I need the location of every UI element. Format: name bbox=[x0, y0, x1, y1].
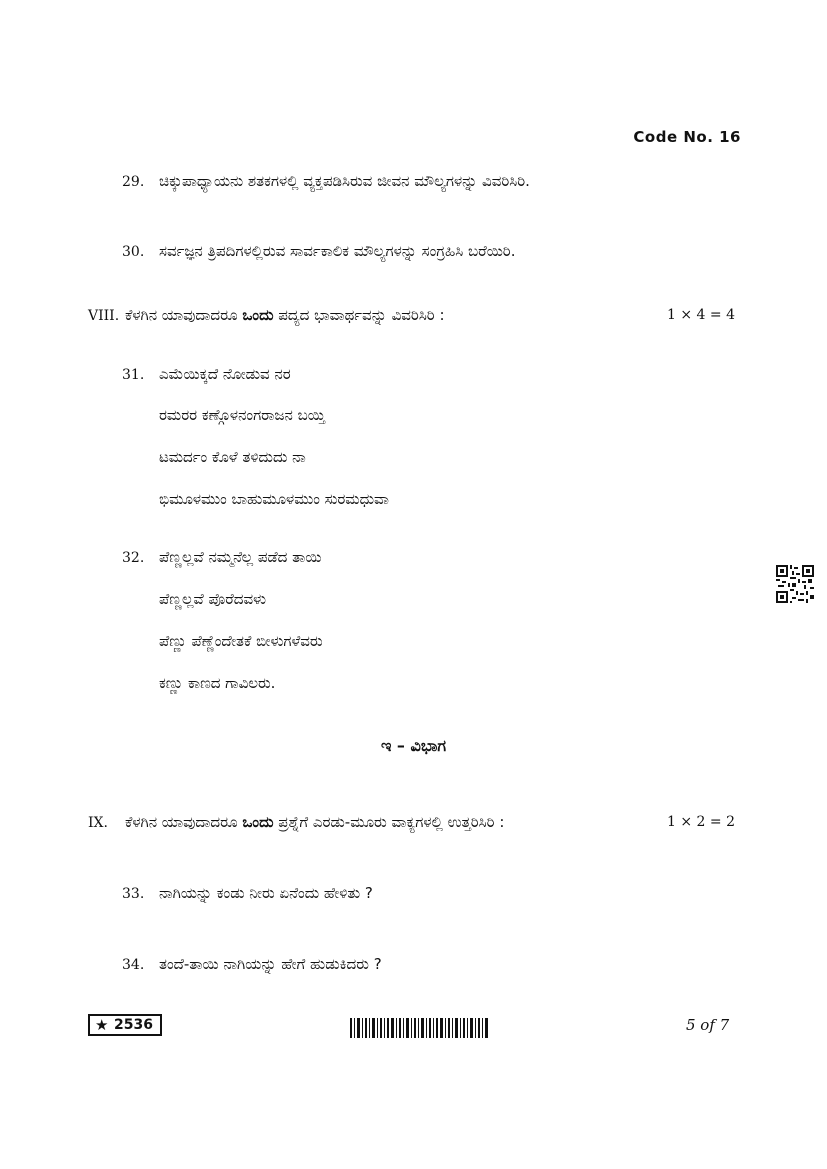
paper-code-box bbox=[88, 1014, 162, 1036]
question-number: 32. bbox=[122, 550, 145, 566]
question-30 bbox=[122, 242, 516, 260]
poem-line: ರಮರರ ಕಣ್ಗೊಳನಂಗರಾಜನ ಬಯ್ತಿ bbox=[159, 406, 326, 424]
question-33 bbox=[122, 884, 373, 902]
section-roman-numeral: VIII. bbox=[88, 308, 120, 324]
star-icon: ★ bbox=[95, 1016, 109, 1034]
question-34 bbox=[122, 955, 382, 973]
poem-line: ಟಮರ್ದಂ ಕೊಳೆ ತಳಿದುದು ನಾ bbox=[159, 448, 306, 466]
paper-code: 2536 bbox=[114, 1017, 153, 1033]
poem-line: ಪೆಣ್ಣು ಪೆಣ್ಣೆಂದೇತಕೆ ಬೀಳುಗಳೆವರು bbox=[159, 632, 323, 650]
question-text: ತಂದೆ-ತಾಯಿ ನಾಗಿಯನ್ನು ಹೇಗೆ ಹುಡುಕಿದರು ? bbox=[159, 955, 382, 973]
question-number: 31. bbox=[122, 367, 145, 383]
question-number: 34. bbox=[122, 957, 145, 973]
poem-line: ಭಿಮೂಳಮುಂ ಬಾಹುಮೂಳಮುಂ ಸುರಮಧುವಾ bbox=[159, 490, 389, 508]
section-roman-numeral: IX. bbox=[88, 815, 108, 831]
barcode bbox=[350, 1018, 488, 1038]
code-number: Code No. 16 bbox=[633, 128, 741, 146]
question-31 bbox=[122, 365, 144, 383]
poem-line: ಪೆಣ್ಣಲ್ಲವೆ ನಮ್ಮನೆಲ್ಲ ಪಡೆದ ತಾಯಿ bbox=[159, 548, 322, 566]
question-29 bbox=[122, 172, 530, 190]
poem-line: ಕಣ್ಣು ಕಾಣದ ಗಾವಿಲರು. bbox=[159, 674, 276, 692]
question-text: ನಾಗಿಯನ್ನು ಕಂಡು ನೀರು ಏನೆಂದು ಹೇಳಿತು ? bbox=[159, 884, 373, 902]
section-heading: ಇ – ವಿಭಾಗ bbox=[380, 736, 447, 755]
page-number: 5 of 7 bbox=[686, 1016, 730, 1034]
question-number: 29. bbox=[122, 174, 145, 190]
poem-line: ಪೆಣ್ಣಲ್ಲವೆ ಪೊರೆದವಳು bbox=[159, 590, 266, 608]
qr-code bbox=[776, 565, 814, 603]
poem-line: ಎಮೆಯಿಕ್ಕದೆ ನೋಡುವ ನರ bbox=[159, 365, 291, 383]
section-viii-instruction bbox=[88, 306, 445, 324]
instruction-text: ಪ್ರಶ್ನೆಗೆ ಎರಡು-ಮೂರು ವಾಕ್ಯಗಳಲ್ಲಿ ಉತ್ತರಿಸಿರಿ : bbox=[273, 813, 505, 831]
question-number: 33. bbox=[122, 886, 145, 902]
question-text: ಚಿಕ್ಕುಪಾಧ್ಯಾಯನು ಶತಕಗಳಲ್ಲಿ ವ್ಯಕ್ತಪಡಿಸಿರುವ ಜೀವನ ಮೌಲ್ಯಗಳನ್ನು ವಿವರಿಸಿರಿ. bbox=[159, 172, 530, 190]
instruction-emphasis: ಒಂದು bbox=[242, 306, 274, 324]
question-number: 30. bbox=[122, 244, 145, 260]
instruction-emphasis: ಒಂದು bbox=[242, 813, 274, 831]
question-text: ಸರ್ವಜ್ಞನ ತ್ರಿಪದಿಗಳಲ್ಲಿರುವ ಸಾರ್ವಕಾಲಿಕ ಮೌಲ್ಯಗಳನ್ನು ಸಂಗ್ರಹಿಸಿ ಬರೆಯಿರಿ. bbox=[159, 242, 516, 260]
instruction-text: ಕೆಳಗಿನ ಯಾವುದಾದರೂ bbox=[125, 306, 243, 324]
section-ix-marks: 1 × 2 = 2 bbox=[667, 814, 735, 830]
section-viii-marks: 1 × 4 = 4 bbox=[667, 307, 735, 323]
question-32 bbox=[122, 548, 144, 566]
instruction-text: ಪದ್ಯದ ಭಾವಾರ್ಥವನ್ನು ವಿವರಿಸಿರಿ : bbox=[273, 306, 445, 324]
instruction-text: ಕೆಳಗಿನ ಯಾವುದಾದರೂ bbox=[125, 813, 243, 831]
section-ix-instruction bbox=[88, 813, 505, 831]
